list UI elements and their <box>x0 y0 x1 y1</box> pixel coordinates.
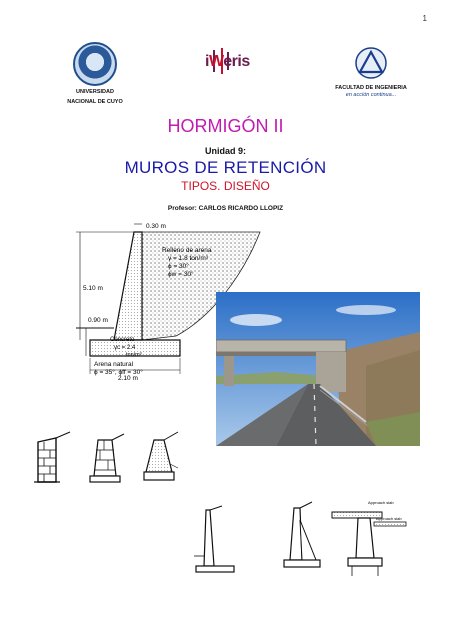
iteris-logo <box>205 46 265 76</box>
fill-title: Relleno de arena <box>162 247 212 254</box>
counterfort-wall-sketch <box>282 496 324 578</box>
concrete-gravity-wall-sketch <box>142 430 184 486</box>
masonry-wall-sketch <box>88 430 130 486</box>
gravity-wall-sketch <box>34 430 76 486</box>
page-number: 1 <box>422 14 427 23</box>
concrete-gamma: γc = 2.4 <box>114 345 136 351</box>
fi-logo-line2: en acción continua... <box>345 92 397 98</box>
main-title: MUROS DE RETENCIÓN <box>124 158 327 177</box>
fill-gamma: γ = 1.8 ton/m³ <box>168 255 208 262</box>
uncuyo-logo-line2: NACIONAL DE CUYO <box>67 99 123 105</box>
course-title: HORMIGÓN II <box>167 116 284 136</box>
approach-slab-label-2: Approach slab <box>376 516 402 521</box>
soil-title: Arena natural <box>94 361 134 368</box>
approach-slab-label-1: Approach slab <box>368 500 394 505</box>
dim-top-width: 0.30 m <box>146 223 166 230</box>
dim-base-width: 2.10 m <box>118 375 138 382</box>
fi-logo <box>326 46 416 99</box>
concrete-label: Concreto <box>110 337 135 343</box>
cantilever-wall-sketch <box>192 496 238 578</box>
iteris-wordmark: iWeris <box>205 53 250 70</box>
bridge-abutment-sketch <box>330 496 410 578</box>
dim-height: 5.10 m <box>83 285 103 292</box>
uncuyo-logo-line1: UNIVERSIDAD <box>76 89 114 95</box>
highway-bridge-photo <box>216 292 420 446</box>
dim-toe-height: 0.90 m <box>88 317 108 324</box>
uncuyo-logo <box>60 42 130 106</box>
soil-props: ϕ = 35°, ϕff = 30° <box>94 369 143 376</box>
fill-phi-w: ϕw = 30° <box>168 271 194 278</box>
wall-stem <box>114 232 142 340</box>
unit-label: Unidad 9: <box>204 146 246 156</box>
fill-phi: ϕ = 30° <box>168 263 189 270</box>
professor: Profesor: CARLOS RICARDO LLOPIZ <box>167 205 284 212</box>
university-seal-icon <box>73 42 117 86</box>
fi-triangle-icon <box>354 46 388 80</box>
concrete-units: ton/m³ <box>126 352 142 358</box>
fi-logo-line1: FACULTAD DE INGENIERIA <box>335 85 407 91</box>
subtitle: TIPOS. DISEÑO <box>181 179 270 193</box>
